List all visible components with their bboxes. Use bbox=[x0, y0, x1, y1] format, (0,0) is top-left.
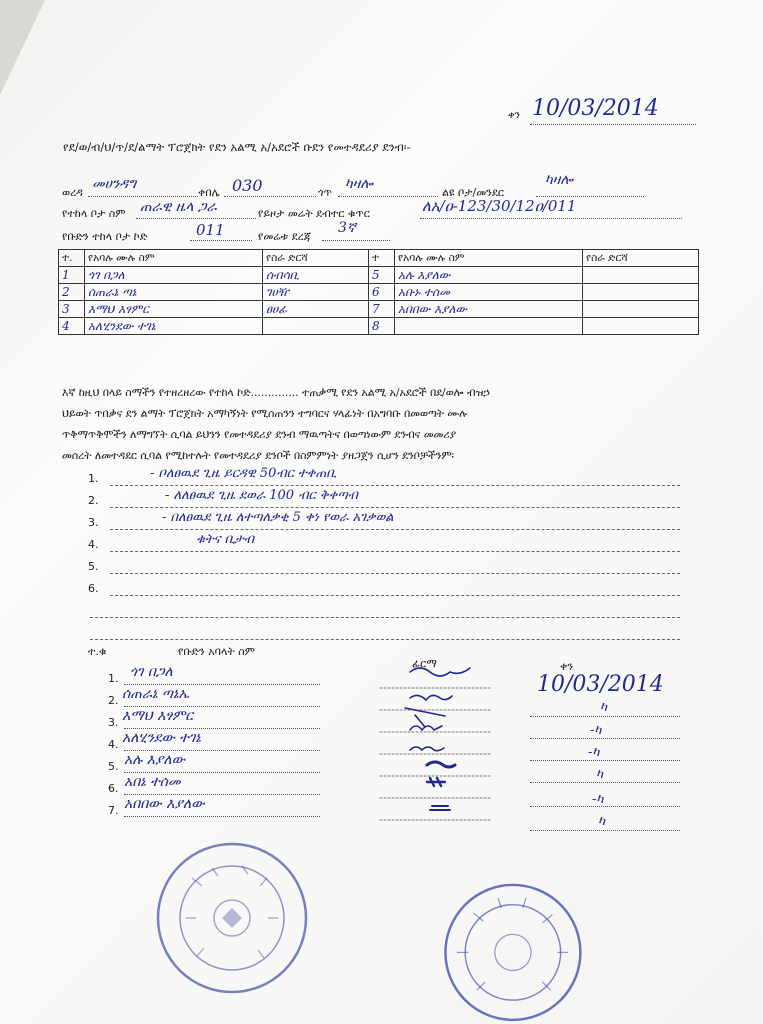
got-value: ካዛሎ bbox=[345, 176, 373, 192]
land-grade-line bbox=[322, 240, 390, 241]
site-name-label: የተከላ ቦታ ስም bbox=[62, 207, 126, 220]
member-name: አበበው እያለው bbox=[395, 301, 583, 318]
signature-member-name: አበበው እያለው bbox=[124, 796, 205, 812]
row-number: 3 bbox=[59, 301, 85, 318]
signature-date-mark: -ካ bbox=[590, 723, 602, 738]
signature-member-name: አሉ እያለው bbox=[124, 752, 186, 768]
member-signatures bbox=[375, 660, 505, 830]
woreda-label: ወረዳ bbox=[62, 186, 83, 199]
header-role-2: የስራ ድርሻ bbox=[583, 250, 699, 267]
rule-line bbox=[110, 595, 680, 596]
date-line bbox=[530, 806, 680, 807]
member-role bbox=[583, 318, 699, 335]
signature-mark bbox=[427, 762, 455, 767]
row-number: 6 bbox=[369, 284, 395, 301]
signature-mark bbox=[410, 726, 442, 730]
row-number: 7 bbox=[369, 301, 395, 318]
member-name bbox=[395, 318, 583, 335]
member-name: ሰጠራኔ ጣኔ bbox=[85, 284, 263, 301]
signature-row-number: 3. bbox=[108, 716, 119, 729]
rule-line bbox=[110, 507, 680, 508]
special-place-label: ልዩ ቦታ/መንደር bbox=[442, 186, 505, 199]
row-number: 1 bbox=[59, 267, 85, 284]
official-stamp-left bbox=[152, 838, 312, 998]
signature-date-mark: ካ bbox=[596, 767, 604, 782]
kebele-line bbox=[224, 196, 316, 197]
member-role bbox=[263, 318, 369, 335]
signature-name-line bbox=[124, 772, 320, 773]
rule-line bbox=[90, 617, 680, 618]
group-code-value: 011 bbox=[196, 221, 225, 239]
rule-text: ቁትና ቢታብ bbox=[196, 532, 255, 547]
paragraph-line: እኛ ከዚህ በላይ ስማችን የተዘረዘረው የተከላ ኮድ.............. ተጠቃሚ የደን አልሚ አ/አደሮች በደ/ወሎ ብዝኃ bbox=[62, 386, 490, 399]
rule-line bbox=[110, 551, 680, 552]
signature-member-name: አለሂንደው ተገኔ bbox=[122, 730, 201, 746]
header-date-value: 10/03/2014 bbox=[532, 96, 659, 121]
signature-row-number: 4. bbox=[108, 738, 119, 751]
rule-line bbox=[110, 485, 680, 486]
rule-number: 4. bbox=[88, 538, 99, 551]
site-name-line bbox=[136, 218, 256, 219]
date-line bbox=[530, 716, 680, 717]
members-table-header bbox=[59, 250, 699, 267]
paragraph-line: ህይወት ጥበቃና ደን ልማት ፕሮጀክት አማካኝነት የሚሰጠንን ተግባርና ሃላፊነት በአግባቡ በመወጣት ሙሉ bbox=[62, 407, 467, 420]
folded-corner bbox=[0, 0, 45, 95]
signature-date-mark: -ካ bbox=[588, 745, 600, 760]
row-number: 8 bbox=[369, 318, 395, 335]
rule-number: 1. bbox=[88, 472, 99, 485]
table-row bbox=[59, 301, 699, 318]
header-no-1: ተ. bbox=[59, 250, 85, 267]
rule-number: 3. bbox=[88, 516, 99, 529]
signature-mark bbox=[427, 778, 445, 786]
member-name: ጎገ በጋለ bbox=[85, 267, 263, 284]
member-role bbox=[583, 267, 699, 284]
row-number: 5 bbox=[369, 267, 395, 284]
signature-date-header: ቀን bbox=[560, 660, 574, 673]
header-name-1: የአባሉ ሙሉ ስም bbox=[85, 250, 263, 267]
signature-member-name: አበኔ ተሰመ bbox=[124, 774, 181, 790]
signature-member-name: ጎገ በጋለ bbox=[130, 664, 173, 680]
signature-name-line bbox=[124, 706, 320, 707]
table-row bbox=[59, 284, 699, 301]
special-place-value: ካዛሎ bbox=[545, 172, 573, 188]
paragraph-line: መሰረት ለመተዳደር ሲባል የሚከተሉት የመተዳደሪያ ደንቦች በስምምነት ያዘጋጀን ሲሆን ደንቦቻችንም፡ bbox=[62, 449, 454, 462]
members-table bbox=[58, 249, 699, 335]
group-code-line bbox=[190, 240, 252, 241]
header-date-line bbox=[530, 124, 696, 125]
rule-text: - በለፀዉደ ጊዜ ለተጣለቃቂ 5 ቀነ የወራ አገቃወል bbox=[162, 510, 394, 525]
kebele-value: 030 bbox=[232, 176, 263, 195]
signature-number-header: ተ.ቁ bbox=[88, 645, 107, 658]
header-date-label: ቀን bbox=[508, 110, 520, 121]
signature-name-line bbox=[124, 728, 320, 729]
rule-number: 2. bbox=[88, 494, 99, 507]
date-line bbox=[530, 830, 680, 831]
signature-mark bbox=[410, 695, 452, 700]
signature-member-name: እማህ እፃምር bbox=[122, 708, 194, 724]
row-number: 2 bbox=[59, 284, 85, 301]
signature-sign-header: ፊርማ bbox=[412, 657, 437, 670]
signature-mark bbox=[410, 747, 444, 751]
land-cert-line bbox=[420, 218, 682, 219]
signature-name-line bbox=[124, 684, 320, 685]
member-role: ገሀዥ bbox=[263, 284, 369, 301]
member-role bbox=[583, 301, 699, 318]
woreda-line bbox=[88, 196, 198, 197]
rule-number: 6. bbox=[88, 582, 99, 595]
signature-mark bbox=[405, 708, 445, 727]
kebele-label: ቀበሌ bbox=[198, 186, 220, 199]
site-name-value: ጠራዊ ዜላ ጋራ bbox=[140, 199, 217, 215]
table-row bbox=[59, 267, 699, 284]
signature-row-number: 7. bbox=[108, 804, 119, 817]
rule-text: - ቦለፀዉደ ጊዜ ይርዳዊ 50ብር ተቀጠቢ bbox=[150, 466, 337, 481]
signature-member-name: ሰጠራኔ ጣኔኤ bbox=[122, 686, 190, 702]
member-name: አሉ እያለው bbox=[395, 267, 583, 284]
got-label: ጎጥ bbox=[318, 186, 332, 199]
signature-row-number: 2. bbox=[108, 694, 119, 707]
row-number: 4 bbox=[59, 318, 85, 335]
member-role: ሰብሳቢ bbox=[263, 267, 369, 284]
member-name: አቡኑ ተሰመ bbox=[395, 284, 583, 301]
document-title: የደ/ወ/ብ/ህ/ጥ/ደ/ልማት ፕሮጀክት የደን አልሚ አ/አደሮች ቡደን የመተዳደሪያ ደንብ፡- bbox=[63, 140, 411, 154]
signature-date-mark: -ካ bbox=[592, 792, 604, 807]
header-no-2: ተ bbox=[369, 250, 395, 267]
land-cert-value: ለአ/ዐ-123/30/12ዐ/011 bbox=[422, 197, 577, 215]
signature-date-mark: ካ bbox=[600, 700, 608, 715]
date-line bbox=[530, 760, 680, 761]
paragraph-line: ጥቅማጥቅሞችን ለማግኘት ሲባል ይህንን የመተዳደሪያ ደንብ ማዉጣትና በወጣነውም ደንብና መመሪያ bbox=[62, 428, 457, 441]
member-name: አለሂንደው ተገኔ bbox=[85, 318, 263, 335]
rule-text: - ለለፀዉደ ጊዜ ደወራ 100 ብር ቅቀጣብ bbox=[165, 488, 358, 503]
woreda-value: መሀንዳግ bbox=[92, 176, 137, 192]
agreement-paragraph bbox=[62, 382, 692, 466]
rule-number: 5. bbox=[88, 560, 99, 573]
header-name-2: የአባሉ ሙሉ ስም bbox=[395, 250, 583, 267]
header-role-1: የስራ ድርሻ bbox=[263, 250, 369, 267]
date-line bbox=[530, 738, 680, 739]
signature-row-number: 6. bbox=[108, 782, 119, 795]
signature-name-header: የቡድን አባላት ስም bbox=[178, 645, 255, 658]
signature-row-number: 5. bbox=[108, 760, 119, 773]
signature-mark bbox=[410, 668, 470, 676]
signature-name-line bbox=[124, 816, 320, 817]
member-name: እማህ እፃምር bbox=[85, 301, 263, 318]
land-grade-value: 3ኛ bbox=[338, 220, 356, 236]
group-code-label: የቡድን ተከላ ቦታ ኮድ bbox=[62, 230, 148, 243]
rule-line bbox=[110, 573, 680, 574]
signature-date-value: 10/03/2014 bbox=[537, 672, 664, 697]
member-role: ፀሀፊ bbox=[263, 301, 369, 318]
land-grade-label: የመሬቱ ደረጃ bbox=[258, 230, 312, 243]
rule-line bbox=[110, 529, 680, 530]
member-role bbox=[583, 284, 699, 301]
land-cert-label: የይዞታ መሬት ደብተር ቁጥር bbox=[258, 207, 370, 220]
signature-mark bbox=[430, 806, 450, 810]
date-line bbox=[530, 782, 680, 783]
official-stamp-right bbox=[425, 880, 600, 1024]
signature-row-number: 1. bbox=[108, 672, 119, 685]
table-row bbox=[59, 318, 699, 335]
signature-date-mark: ካ bbox=[598, 814, 606, 829]
rule-line bbox=[90, 639, 680, 640]
signature-name-line bbox=[124, 750, 320, 751]
signature-name-line bbox=[124, 794, 320, 795]
